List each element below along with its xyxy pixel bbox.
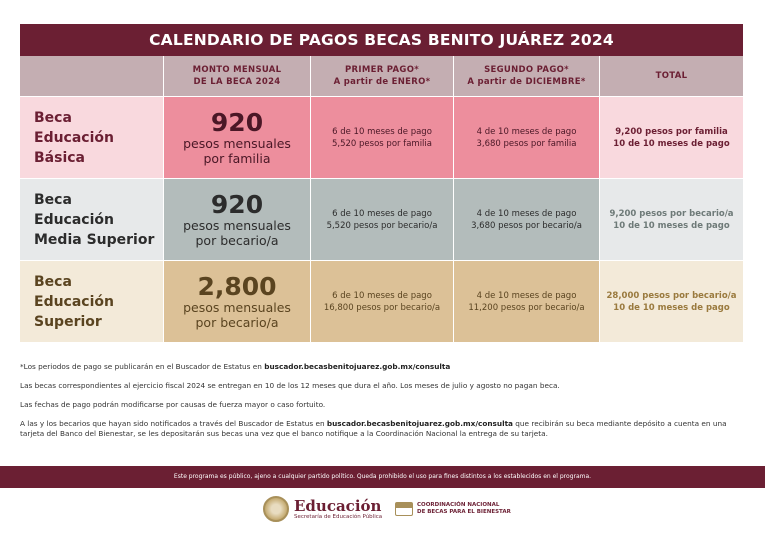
header-second-line2: A partir de DICIEMBRE* — [467, 77, 586, 87]
header-second-line1: SEGUNDO PAGO* — [484, 65, 569, 75]
first-payment-cell — [311, 97, 454, 179]
total-months: 10 de 10 meses de pago — [613, 220, 730, 231]
note-bank-card-text-end: que recibirán su beca mediante depósito a cuenta en una tarjeta del Banco del Bienestar, se les depositarán sus becas una vez que el banco notifique a la Coordinación Nacional la entrega de su tarjeta. — [20, 419, 727, 438]
second-payment-cell — [454, 179, 600, 261]
note-schedule-text: *Los periodos de pago se publicarán en el Buscador de Estatus en — [20, 362, 265, 371]
payments-table — [20, 56, 743, 343]
second-payment-amount: 11,200 pesos por becario/a — [468, 302, 585, 313]
first-payment-amount: 5,520 pesos por becario/a — [326, 220, 438, 231]
row-label — [20, 97, 164, 179]
note-bank-card — [20, 419, 743, 439]
monthly-amount-recipient: por familia — [203, 151, 271, 166]
row-label-line: Beca — [34, 109, 72, 126]
header-blank-cell — [20, 56, 164, 97]
second-payment-months: 4 de 10 meses de pago — [476, 290, 577, 301]
total-cell — [600, 179, 743, 261]
second-payment-cell — [454, 97, 600, 179]
header-monthly-line1: MONTO MENSUAL — [192, 65, 282, 75]
table-row — [20, 261, 743, 343]
row-label-line: Educación — [34, 129, 114, 146]
second-payment-months: 4 de 10 meses de pago — [476, 126, 577, 137]
status-search-link[interactable]: buscador.becasbenitojuarez.gob.mx/consulta — [264, 362, 451, 371]
first-payment-amount: 16,800 pesos por becario/a — [323, 302, 441, 313]
graduation-cap-icon — [395, 502, 413, 516]
total-months: 10 de 10 meses de pago — [613, 138, 730, 149]
monthly-amount: 920 — [210, 108, 264, 137]
note-date-changes: Las fechas de pago podrán modificarse por causas de fuerza mayor o caso fortuito. — [20, 400, 326, 409]
header-first-line1: PRIMER PAGO* — [345, 65, 419, 75]
monthly-amount-cell — [164, 97, 311, 179]
header-second-payment — [454, 56, 600, 97]
note-bank-card-text: A las y los becarios que hayan sido notificados a través del Buscador de Estatus en — [20, 419, 327, 428]
status-search-link[interactable]: buscador.becasbenitojuarez.gob.mx/consulta — [326, 419, 513, 428]
first-payment-cell — [311, 261, 454, 343]
row-label — [20, 261, 164, 343]
first-payment-amount: 5,520 pesos por familia — [332, 138, 432, 149]
monthly-amount: 2,800 — [197, 272, 277, 301]
total-cell — [600, 97, 743, 179]
monthly-amount-cell — [164, 179, 311, 261]
page-title: CALENDARIO DE PAGOS BECAS BENITO JUÁREZ 2024 — [20, 24, 743, 56]
becas-logo-line2: DE BECAS PARA EL BIENESTAR — [417, 509, 511, 515]
row-label-line: Educación — [34, 211, 114, 228]
second-payment-months: 4 de 10 meses de pago — [476, 208, 577, 219]
header-monthly — [164, 56, 311, 97]
first-payment-cell — [311, 179, 454, 261]
total-amount: 9,200 pesos por familia — [615, 126, 728, 137]
national-seal-icon — [263, 496, 289, 522]
sep-logo-subtitle: Secretaría de Educación Pública — [294, 513, 383, 520]
monthly-amount-unit: pesos mensuales — [183, 300, 291, 315]
total-months: 10 de 10 meses de pago — [613, 302, 730, 313]
first-payment-months: 6 de 10 meses de pago — [332, 126, 432, 137]
table-row — [20, 179, 743, 261]
row-label-line: Superior — [34, 313, 102, 330]
table-header-row — [20, 56, 743, 97]
total-amount: 9,200 pesos por becario/a — [609, 208, 734, 219]
row-label-line: Básica — [34, 149, 85, 166]
row-label-line: Media Superior — [34, 231, 155, 248]
row-label-line: Beca — [34, 273, 72, 290]
note-fiscal-year: Las becas correspondientes al ejercicio fiscal 2024 se entregan en 10 de los 12 meses que dura el año. Los meses de julio y agosto no pagan beca. — [20, 381, 560, 390]
footnotes — [20, 362, 743, 448]
header-first-line2: A partir de ENERO* — [333, 77, 431, 87]
monthly-amount-unit: pesos mensuales — [183, 136, 291, 151]
legal-disclaimer: Este programa es público, ajeno a cualquier partido político. Queda prohibido el uso para fines distintos a los establecidos en el programa. — [0, 466, 765, 488]
monthly-amount-recipient: por becario/a — [195, 233, 279, 248]
sep-logo-title: Educación — [294, 496, 382, 515]
total-cell — [600, 261, 743, 343]
header-total: TOTAL — [600, 56, 743, 97]
row-label — [20, 179, 164, 261]
sep-logo — [263, 496, 382, 522]
header-monthly-line2: DE LA BECA 2024 — [193, 77, 281, 87]
table-row — [20, 97, 743, 179]
total-amount: 28,000 pesos por becario/a — [606, 290, 737, 301]
header-first-payment — [311, 56, 454, 97]
monthly-amount-recipient: por becario/a — [195, 315, 279, 330]
second-payment-amount: 3,680 pesos por familia — [476, 138, 577, 149]
row-label-line: Educación — [34, 293, 114, 310]
becas-logo — [395, 502, 511, 516]
second-payment-amount: 3,680 pesos por becario/a — [471, 220, 582, 231]
monthly-amount: 920 — [210, 190, 264, 219]
first-payment-months: 6 de 10 meses de pago — [332, 208, 432, 219]
note-schedule — [20, 362, 743, 372]
row-label-line: Beca — [34, 191, 72, 208]
monthly-amount-cell — [164, 261, 311, 343]
logos-area — [0, 492, 765, 532]
becas-logo-line1: COORDINACIÓN NACIONAL — [417, 502, 500, 508]
monthly-amount-unit: pesos mensuales — [183, 218, 291, 233]
second-payment-cell — [454, 261, 600, 343]
first-payment-months: 6 de 10 meses de pago — [332, 290, 432, 301]
